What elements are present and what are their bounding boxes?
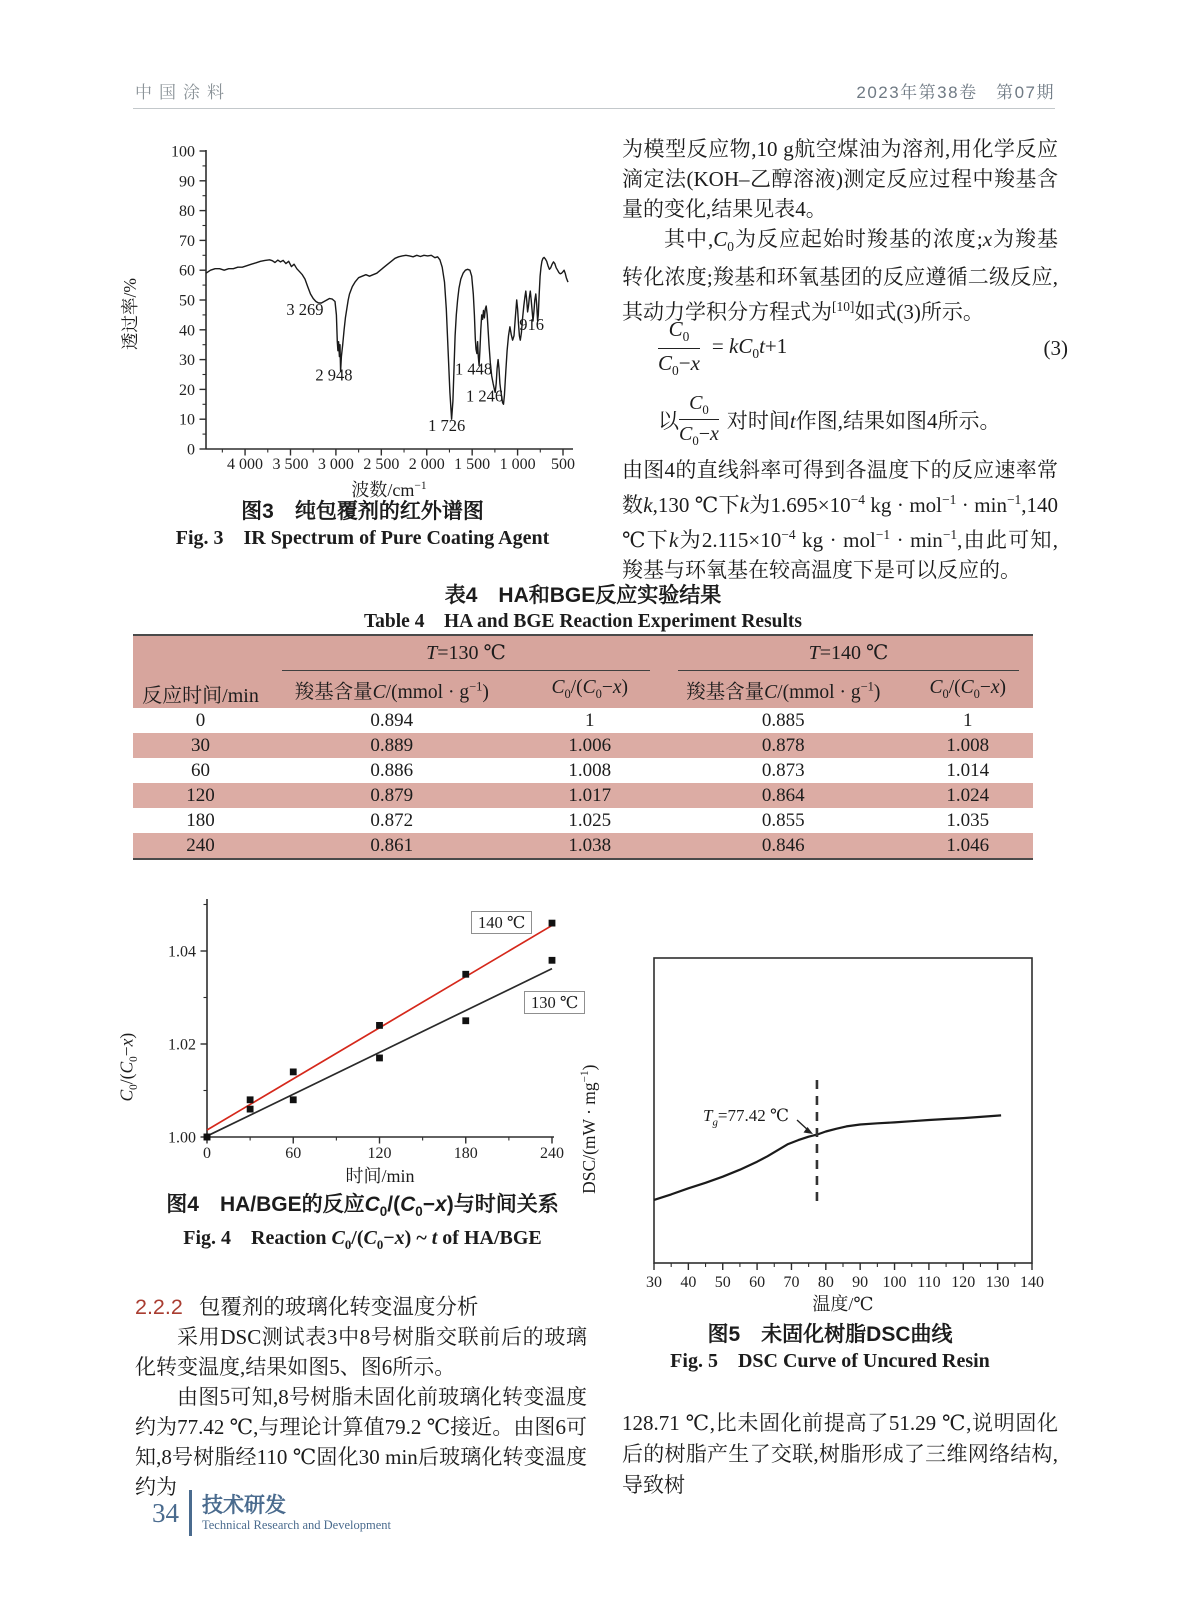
fraction-numerator: $C_0$ [679, 392, 719, 420]
section-heading [135, 1292, 587, 1322]
inline-fraction [679, 392, 719, 448]
svg-text:1 448: 1 448 [455, 359, 493, 379]
table-row [133, 783, 1033, 808]
svg-text:100: 100 [171, 143, 195, 161]
inline-text: 以 [658, 409, 679, 434]
column-header-carboxyl-130: 羧基含量C/(mmol · $g^{-1}$) [268, 671, 516, 708]
right-column-text-1 [622, 134, 1058, 327]
figure-3 [120, 136, 590, 504]
equation-number: (3) [1043, 335, 1068, 360]
svg-text:0: 0 [187, 441, 195, 459]
footer-section [202, 1494, 391, 1533]
table-cell: 0.889 [268, 733, 516, 758]
dsc-y-axis-label: $DSC/(mW \cdot mg^{-1})$ [579, 1064, 599, 1194]
svg-text:2 000: 2 000 [408, 456, 445, 473]
table-cell: 0.879 [268, 783, 516, 808]
right-column-text-3 [622, 1408, 1058, 1501]
footer-section-en: Technical Research and Development [202, 1517, 391, 1532]
section-2-2-2 [135, 1292, 587, 1502]
kinetics-x-axis-label: 时间/min [345, 1166, 415, 1186]
table-cell: 0.855 [761, 809, 805, 831]
svg-text:110: 110 [917, 1274, 941, 1290]
table-body [133, 708, 1033, 859]
svg-text:40: 40 [179, 322, 195, 340]
table-cell: 0 [195, 709, 206, 731]
ir-y-axis-label: 透过率/% [120, 278, 140, 350]
svg-text:100: 100 [882, 1274, 907, 1290]
svg-text:4 000: 4 000 [227, 456, 264, 473]
table-title-en: Table 4 HA and BGE Reaction Experiment Results [363, 611, 803, 632]
fraction-denominator: $C_0-x$ [658, 350, 700, 379]
table-cell: 1.038 [516, 833, 665, 859]
table-cell: 60 [191, 759, 210, 781]
svg-text:3 269: 3 269 [286, 299, 324, 319]
column-header-time: 反应时间/min [133, 635, 268, 708]
svg-text:1 000: 1 000 [499, 456, 536, 473]
table-row [133, 708, 1033, 733]
svg-text:0: 0 [203, 1145, 211, 1162]
journal-name: 中国涂料 [135, 83, 231, 102]
footer-divider [189, 1490, 192, 1536]
table-cell: 1.035 [946, 809, 990, 831]
svg-text:1.00: 1.00 [168, 1129, 196, 1147]
issue-info: 2023年第38卷 第07期 [856, 83, 1055, 102]
page-number: 34 [152, 1497, 179, 1528]
svg-text:916: 916 [519, 314, 544, 334]
table-cell: 1 [963, 709, 973, 731]
table-row [133, 833, 1033, 859]
svg-text:1 500: 1 500 [454, 456, 491, 473]
figure-5-caption-zh: 图5 未固化树脂DSC曲线 [707, 1323, 953, 1346]
table-cell: 0.886 [370, 759, 414, 781]
table-cell: 120 [133, 783, 268, 808]
svg-text:1.04: 1.04 [168, 943, 196, 961]
svg-text:40: 40 [680, 1274, 697, 1290]
series-label-130: 130 ℃ [524, 991, 585, 1014]
table-cell: 0.885 [761, 709, 805, 731]
table-cell: 0.872 [370, 809, 414, 831]
table-cell: 180 [186, 809, 215, 831]
table-cell: 1 [585, 709, 595, 731]
svg-text:30: 30 [646, 1274, 662, 1290]
table-cell: 0.864 [664, 783, 903, 808]
equation-fraction [658, 318, 700, 379]
kinetics-y-axis-label: $C_0/(C_0-x)$ [116, 1032, 140, 1102]
table-4-title [133, 583, 1033, 635]
svg-text:130: 130 [985, 1274, 1010, 1290]
svg-text:2 500: 2 500 [363, 456, 400, 473]
figure-3-caption-en: Fig. 3 IR Spectrum of Pure Coating Agent [175, 527, 550, 549]
svg-text:1 246: 1 246 [466, 386, 504, 406]
svg-text:70: 70 [179, 232, 195, 250]
tg-annotation: $T_g=77.42$ ℃ [703, 1106, 790, 1129]
figure-4-caption-en: Fig. 4 Reaction $C_0/(C_0-x)$ ~ t of HA/BGE [183, 1227, 542, 1253]
table-cell: 1.006 [516, 733, 665, 758]
series-label-140: 140 ℃ [471, 911, 532, 934]
figure-4 [116, 882, 595, 1186]
equation-3 [622, 318, 1094, 379]
column-header-ratio-130: $C_0/(C_0-x)$ [516, 671, 665, 708]
figure-3-caption-zh: 图3 纯包覆剂的红外谱图 [241, 500, 484, 523]
dsc-x-axis-label: 温度/℃ [812, 1294, 874, 1314]
svg-text:30: 30 [179, 352, 195, 370]
table-cell: 0.846 [664, 833, 903, 859]
fraction-numerator: $C_0$ [658, 318, 700, 349]
table-cell: 0.878 [664, 733, 903, 758]
svg-text:1 726: 1 726 [428, 416, 466, 436]
svg-text:20: 20 [179, 381, 195, 399]
page-header [135, 78, 1055, 103]
table-cell: 240 [133, 833, 268, 859]
ir-x-axis-label: 波数$/cm^{-1}$ [351, 480, 427, 500]
table-cell: 1.046 [903, 833, 1034, 859]
table-cell: 1.017 [516, 783, 665, 808]
inline-text: 对时间t作图,结果如图4所示。 [726, 409, 1001, 434]
table-4 [133, 634, 1033, 860]
svg-text:3 500: 3 500 [272, 456, 309, 473]
figure-3-caption [135, 499, 590, 551]
column-header-ratio-140: $C_0/(C_0-x)$ [903, 671, 1034, 708]
paragraph-with-fraction [622, 392, 1058, 448]
svg-text:1.02: 1.02 [168, 1036, 196, 1054]
svg-text:140: 140 [1020, 1274, 1044, 1290]
header-rule [133, 108, 1055, 109]
figure-4-caption-zh: 图4 HA/BGE的反应$C_0/(C_0-x)$与时间关系 [166, 1193, 559, 1220]
table-cell: 1.008 [903, 733, 1034, 758]
table-cell: 1.025 [568, 809, 612, 831]
section-number: 2.2.2 [135, 1295, 183, 1319]
table-cell: 0.861 [268, 833, 516, 859]
page-footer [152, 1490, 391, 1536]
table-cell: 1.008 [568, 759, 612, 781]
svg-text:500: 500 [551, 456, 576, 473]
figure-5-caption [600, 1322, 1060, 1374]
svg-text:50: 50 [714, 1274, 731, 1290]
section-title: 包覆剂的玻璃化转变温度分析 [198, 1295, 479, 1319]
table-cell: 1.024 [903, 783, 1034, 808]
paragraph: 由图5可知,8号树脂未固化前玻璃化转变温度约为77.42 ℃,与理论计算值79.2 ℃接近。由图6可知,8号树脂经110 ℃固化30 min后玻璃化转变温度约为 [135, 1385, 587, 1499]
paragraph: 采用DSC测试表3中8号树脂交联前后的玻璃化转变温度,结果如图5、图6所示。 [135, 1325, 587, 1379]
table-cell: 30 [133, 733, 268, 758]
dsc-chart [600, 930, 1060, 1290]
table-row [133, 808, 1033, 833]
svg-text:2 948: 2 948 [315, 365, 353, 385]
paragraph: 为模型反应物,10 g航空煤油为溶剂,用化学反应滴定法(KOH–乙醇溶液)测定反应过程中羧基含量的变化,结果见表4。 [622, 137, 1058, 221]
svg-text:240: 240 [540, 1145, 564, 1162]
table-cell: 1.014 [946, 759, 990, 781]
right-column-text-2 [622, 392, 1058, 585]
svg-text:50: 50 [179, 292, 195, 310]
svg-text:60: 60 [179, 262, 195, 280]
svg-text:120: 120 [951, 1274, 976, 1290]
fraction-denominator: $C_0-x$ [679, 423, 719, 449]
table-row [133, 733, 1033, 758]
table-cell: 0.873 [761, 759, 805, 781]
svg-text:90: 90 [852, 1274, 869, 1290]
column-group-130: T=130 ℃ [268, 635, 664, 671]
svg-text:60: 60 [285, 1145, 302, 1162]
column-header-carboxyl-140: 羧基含量C/(mmol · $g^{-1}$) [664, 671, 903, 708]
svg-text:90: 90 [179, 173, 195, 191]
svg-text:120: 120 [367, 1145, 392, 1162]
column-group-140: T=140 ℃ [664, 635, 1033, 671]
figure-5-caption-en: Fig. 5 DSC Curve of Uncured Resin [670, 1350, 990, 1372]
svg-text:180: 180 [453, 1145, 478, 1162]
table-row [133, 758, 1033, 783]
reaction-results-table [133, 634, 1033, 860]
ir-spectrum-chart [135, 136, 590, 476]
table-title-zh: 表4 HA和BGE反应实验结果 [444, 584, 722, 607]
svg-text:3 000: 3 000 [317, 456, 354, 473]
paragraph: 128.71 ℃,比未固化前提高了51.29 ℃,说明固化后的树脂产生了交联,树脂形成了三维网络结构,导致树 [622, 1411, 1058, 1497]
paragraph: 由图4的直线斜率可得到各温度下的反应速率常数k,130 ℃下k为$1.695\times 10^{-4}$ kg · $mol^{-1} \cdot \min^{-1},140$ ℃下k为$2.115\times 10^{-4}$ kg · $mol^{-1} \cdot \min^{-1}$,由此可知,羧基与环氧基在较高温度下是可以反应的。 [622, 458, 1059, 583]
svg-text:80: 80 [179, 203, 195, 221]
svg-text:70: 70 [783, 1274, 800, 1290]
paragraph: 其中$,C_0$为反应起始时羧基的浓度;x为羧基转化浓度;羧基和环氧基团的反应遵循二级反应,其动力学积分方程式为[10]如式(3)所示。 [622, 227, 1059, 325]
figure-4-caption [135, 1192, 590, 1258]
svg-text:10: 10 [179, 411, 195, 429]
table-cell: 0.894 [370, 709, 414, 731]
footer-section-zh: 技术研发 [202, 1493, 286, 1517]
figure-5 [579, 930, 1060, 1318]
svg-text:80: 80 [817, 1274, 834, 1290]
svg-text:60: 60 [749, 1274, 766, 1290]
equation-rhs: = $kC_0t+1$ [711, 334, 788, 362]
